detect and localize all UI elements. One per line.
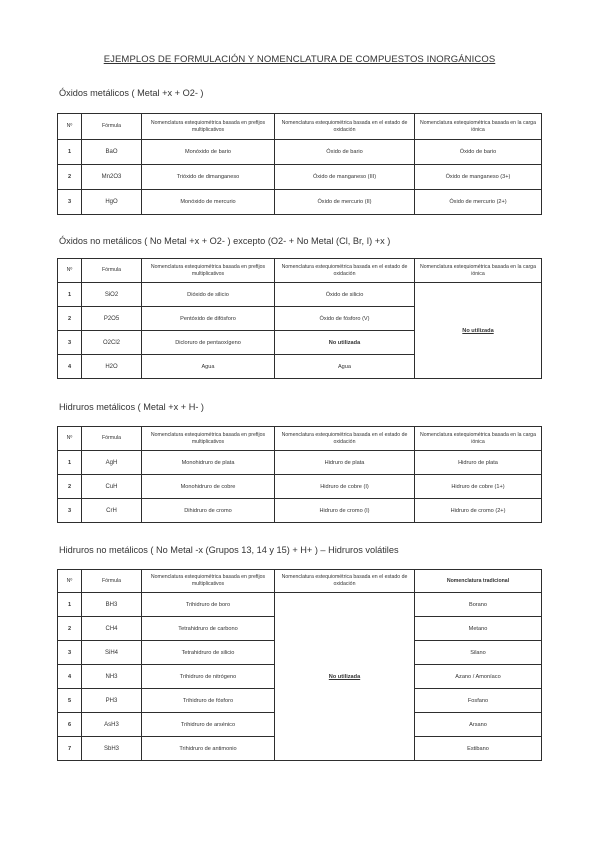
name-cell: Estibano (415, 737, 542, 761)
name-cell: Monóxido de mercurio (142, 190, 275, 215)
name-cell: Óxido de bario (275, 140, 415, 165)
formula-cell: O2Cl2 (82, 331, 142, 355)
section-heading-oxidos-metalicos: Óxidos metálicos ( Metal +x + O2- ) (59, 88, 204, 98)
document-title: EJEMPLOS DE FORMULACIÓN Y NOMENCLATURA DE COMPUESTOS INORGÁNICOS (103, 54, 496, 65)
formula-cell: AsH3 (82, 713, 142, 737)
name-cell: Óxido de mercurio (II) (275, 190, 415, 215)
name-cell: Dióxido de silicio (142, 283, 275, 307)
formula-cell: AgH (82, 451, 142, 475)
row-number: 4 (58, 665, 82, 689)
name-cell: No utilizada (275, 331, 415, 355)
name-cell: Hidruro de cromo (I) (275, 499, 415, 523)
column-header: Fórmula (82, 259, 142, 283)
name-cell: Óxido de mercurio (2+) (415, 190, 542, 215)
column-header: Nomenclatura estequiométrica basada en la carga iónica (415, 427, 542, 451)
table-row (58, 165, 542, 190)
name-cell: Pentóxido de difósforo (142, 307, 275, 331)
name-cell: Agua (142, 355, 275, 379)
section-heading-hidruros-no-metalicos: Hidruros no metálicos ( No Metal -x (Grupos 13, 14 y 15) + H+ ) – Hidruros volátiles (59, 545, 399, 555)
name-cell: Trióxido de dimanganeso (142, 165, 275, 190)
row-number: 2 (58, 475, 82, 499)
column-header: Fórmula (82, 570, 142, 593)
formula-cell: CrH (82, 499, 142, 523)
column-header: Nomenclatura estequiométrica basada en el estado de oxidación (275, 114, 415, 140)
name-cell: Hidruro de cobre (I) (275, 475, 415, 499)
table-hidruros-metalicos (57, 426, 542, 523)
name-cell: Monohidruro de plata (142, 451, 275, 475)
name-cell: Tetrahidruro de carbono (142, 617, 275, 641)
column-header: Nomenclatura estequiométrica basada en prefijos multiplicativos (142, 570, 275, 593)
table-row (58, 140, 542, 165)
row-number: 3 (58, 190, 82, 215)
name-cell: Dicloruro de pentaoxígeno (142, 331, 275, 355)
name-cell: Trihidruro de antimonio (142, 737, 275, 761)
formula-cell: SiO2 (82, 283, 142, 307)
column-header: Nomenclatura estequiométrica basada en el estado de oxidación (275, 259, 415, 283)
column-header: Nomenclatura estequiométrica basada en el estado de oxidación (275, 570, 415, 593)
column-header: Nomenclatura estequiométrica basada en prefijos multiplicativos (142, 259, 275, 283)
column-header: Nomenclatura estequiométrica basada en la carga iónica (415, 114, 542, 140)
formula-cell: BH3 (82, 593, 142, 617)
table-oxidos-metalicos (57, 113, 542, 215)
row-number: 7 (58, 737, 82, 761)
column-header: Nº (58, 570, 82, 593)
row-number: 1 (58, 140, 82, 165)
formula-cell: CuH (82, 475, 142, 499)
formula-cell: BaO (82, 140, 142, 165)
name-cell: Hidruro de plata (275, 451, 415, 475)
table-row (58, 499, 542, 523)
name-cell: Agua (275, 355, 415, 379)
name-cell: Dihidruro de cromo (142, 499, 275, 523)
name-cell: Trihidruro de arsénico (142, 713, 275, 737)
name-cell: Óxido de bario (415, 140, 542, 165)
formula-cell: SiH4 (82, 641, 142, 665)
name-cell: Silano (415, 641, 542, 665)
name-cell: Óxido de manganeso (3+) (415, 165, 542, 190)
column-header: Nomenclatura estequiométrica basada en el estado de oxidación (275, 427, 415, 451)
name-cell: Óxido de fósforo (V) (275, 307, 415, 331)
table-row (58, 593, 542, 617)
row-number: 5 (58, 689, 82, 713)
name-cell: Fosfano (415, 689, 542, 713)
merged-not-used-cell: No utilizada (275, 593, 415, 761)
name-cell: Hidruro de plata (415, 451, 542, 475)
column-header: Nomenclatura estequiométrica basada en prefijos multiplicativos (142, 114, 275, 140)
formula-cell: H2O (82, 355, 142, 379)
name-cell: Azano / Amoníaco (415, 665, 542, 689)
formula-cell: PH3 (82, 689, 142, 713)
table-row (58, 475, 542, 499)
formula-cell: CH4 (82, 617, 142, 641)
row-number: 6 (58, 713, 82, 737)
row-number: 3 (58, 641, 82, 665)
row-number: 2 (58, 165, 82, 190)
column-header: Fórmula (82, 114, 142, 140)
column-header: Nº (58, 259, 82, 283)
column-header: Nº (58, 114, 82, 140)
row-number: 1 (58, 593, 82, 617)
table-row (58, 283, 542, 307)
name-cell: Hidruro de cobre (1+) (415, 475, 542, 499)
column-header: Nº (58, 427, 82, 451)
row-number: 2 (58, 307, 82, 331)
column-header: Nomenclatura estequiométrica basada en prefijos multiplicativos (142, 427, 275, 451)
name-cell: Óxido de silicio (275, 283, 415, 307)
name-cell: Óxido de manganeso (III) (275, 165, 415, 190)
name-cell: Hidruro de cromo (2+) (415, 499, 542, 523)
table-row (58, 451, 542, 475)
name-cell: Tetrahidruro de silicio (142, 641, 275, 665)
merged-not-used-cell: No utilizada (415, 283, 542, 379)
name-cell: Trihidruro de nitrógeno (142, 665, 275, 689)
name-cell: Monóxido de bario (142, 140, 275, 165)
row-number: 3 (58, 331, 82, 355)
column-header: Nomenclatura tradicional (415, 570, 542, 593)
name-cell: Monohidruro de cobre (142, 475, 275, 499)
table-row (58, 190, 542, 215)
row-number: 1 (58, 283, 82, 307)
formula-cell: SbH3 (82, 737, 142, 761)
row-number: 1 (58, 451, 82, 475)
formula-cell: HgO (82, 190, 142, 215)
table-hidruros-no-metalicos (57, 569, 542, 761)
name-cell: Borano (415, 593, 542, 617)
column-header: Nomenclatura estequiométrica basada en la carga iónica (415, 259, 542, 283)
row-number: 2 (58, 617, 82, 641)
name-cell: Arsano (415, 713, 542, 737)
formula-cell: P2O5 (82, 307, 142, 331)
formula-cell: Mn2O3 (82, 165, 142, 190)
formula-cell: NH3 (82, 665, 142, 689)
row-number: 3 (58, 499, 82, 523)
row-number: 4 (58, 355, 82, 379)
name-cell: Trihidruro de fósforo (142, 689, 275, 713)
column-header: Fórmula (82, 427, 142, 451)
name-cell: Trihidruro de boro (142, 593, 275, 617)
section-heading-oxidos-no-metalicos: Óxidos no metálicos ( No Metal +x + O2- ) excepto (O2- + No Metal (Cl, Br, I) +x ) (59, 236, 391, 246)
name-cell: Metano (415, 617, 542, 641)
table-oxidos-no-metalicos (57, 258, 542, 379)
section-heading-hidruros-metalicos: Hidruros metálicos ( Metal +x + H- ) (59, 402, 204, 412)
